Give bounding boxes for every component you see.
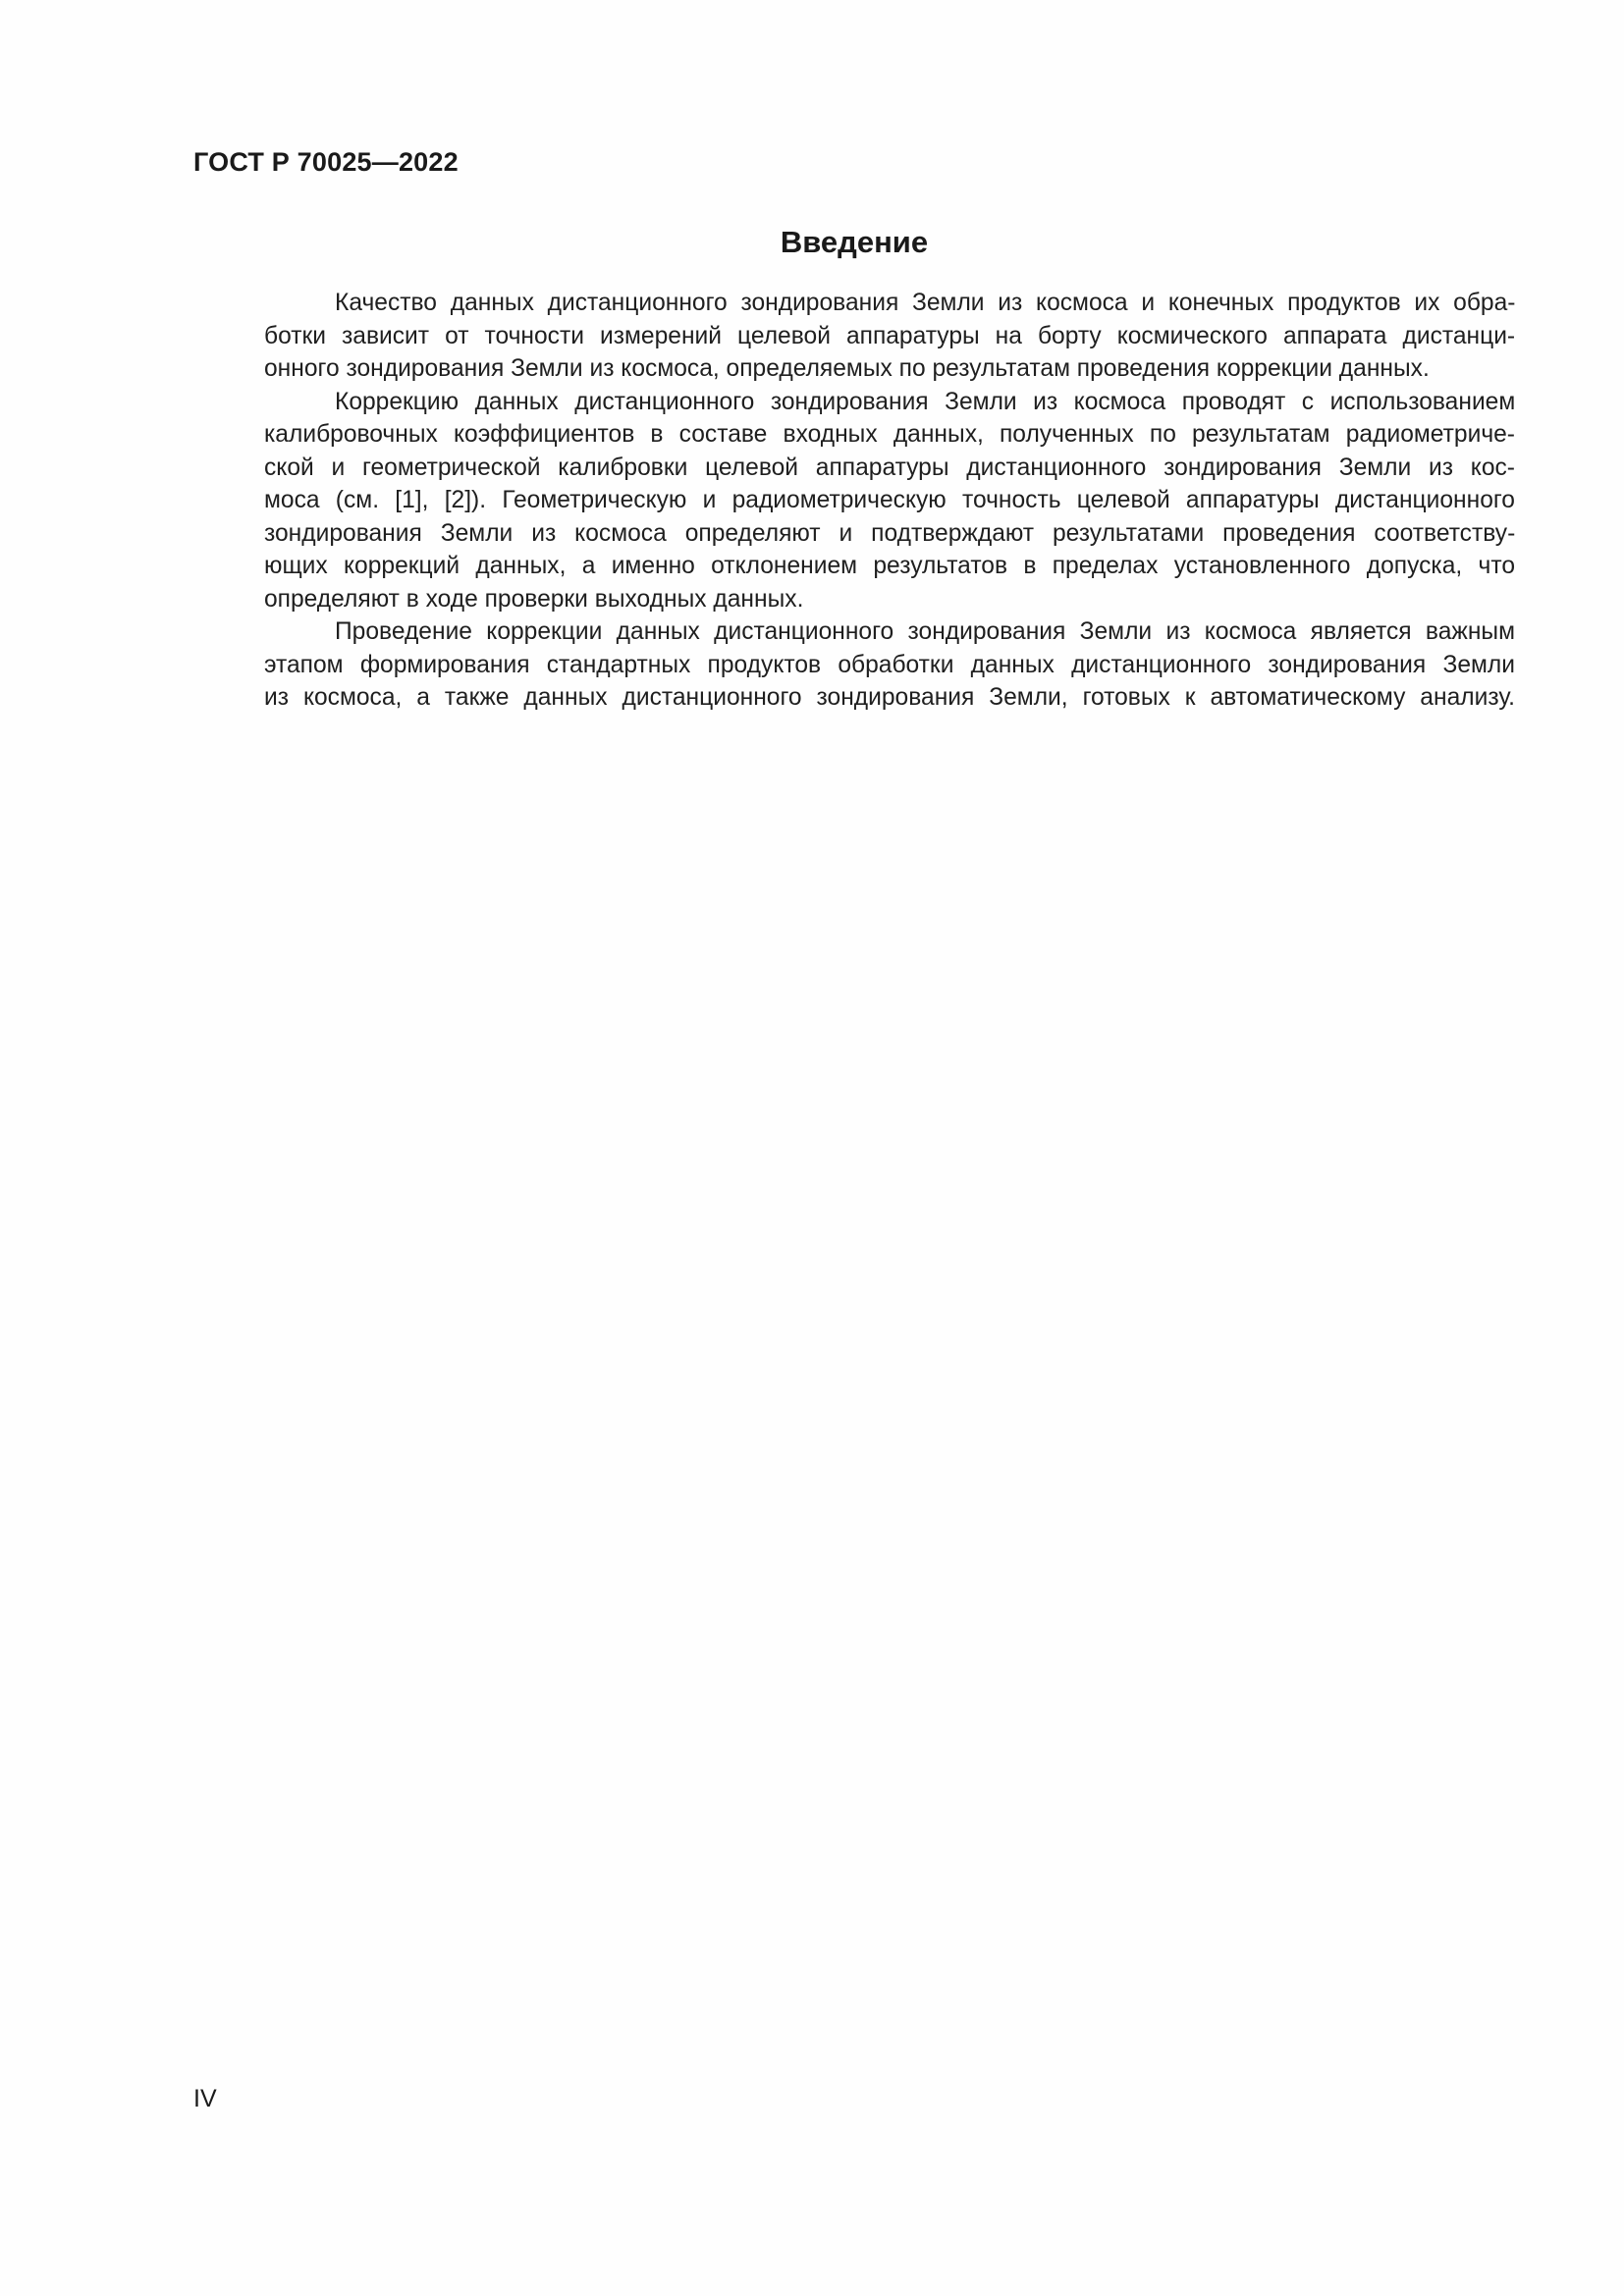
text-line: зондирования Земли из космоса определяют и подтверждают результатами проведения соответству- [264, 519, 1516, 547]
section-body [193, 287, 1515, 715]
paragraph-2 [193, 386, 1515, 616]
text-line: Проведение коррекции данных дистанционного зондирования Земли из космоса является важным [335, 618, 1515, 645]
text-line: ской и геометрической калибровки целевой аппаратуры дистанционного зондирования Земли из кос- [264, 454, 1515, 481]
text-line: из космоса, а также данных дистанционного зондирования Земли, готовых к автоматическому анализу. [264, 684, 1515, 711]
page-number: IV [193, 2085, 217, 2112]
standard-id-header: ГОСТ Р 70025—2022 [193, 147, 459, 177]
paragraph-1 [193, 287, 1515, 386]
text-line: Качество данных дистанционного зондирования Земли из космоса и конечных продуктов их обра- [335, 290, 1516, 316]
text-line: онного зондирования Земли из космоса, определяемых по результатам проведения коррекции данных. [264, 355, 1430, 382]
text-line: ющих коррекций данных, а именно отклонением результатов в пределах установленного допуска, что [264, 553, 1515, 579]
text-line: моса (см. [1], [2]). Геометрическую и радиометрическую точность целевой аппаратуры дистанционного [264, 487, 1515, 513]
text-line: этапом формирования стандартных продуктов обработки данных дистанционного зондирования Земли [264, 651, 1515, 678]
text-line: определяют в ходе проверки выходных данных. [264, 585, 804, 613]
text-line: ботки зависит от точности измерений целевой аппаратуры на борту космического аппарата дистанци- [264, 322, 1516, 349]
section-title: Введение [780, 225, 929, 259]
paragraph-3 [193, 615, 1515, 715]
text-line: Коррекцию данных дистанционного зондирования Земли из космоса проводят с использованием [335, 388, 1516, 415]
text-line: калибровочных коэффициентов в составе входных данных, полученных по результатам радиометриче- [264, 421, 1515, 448]
